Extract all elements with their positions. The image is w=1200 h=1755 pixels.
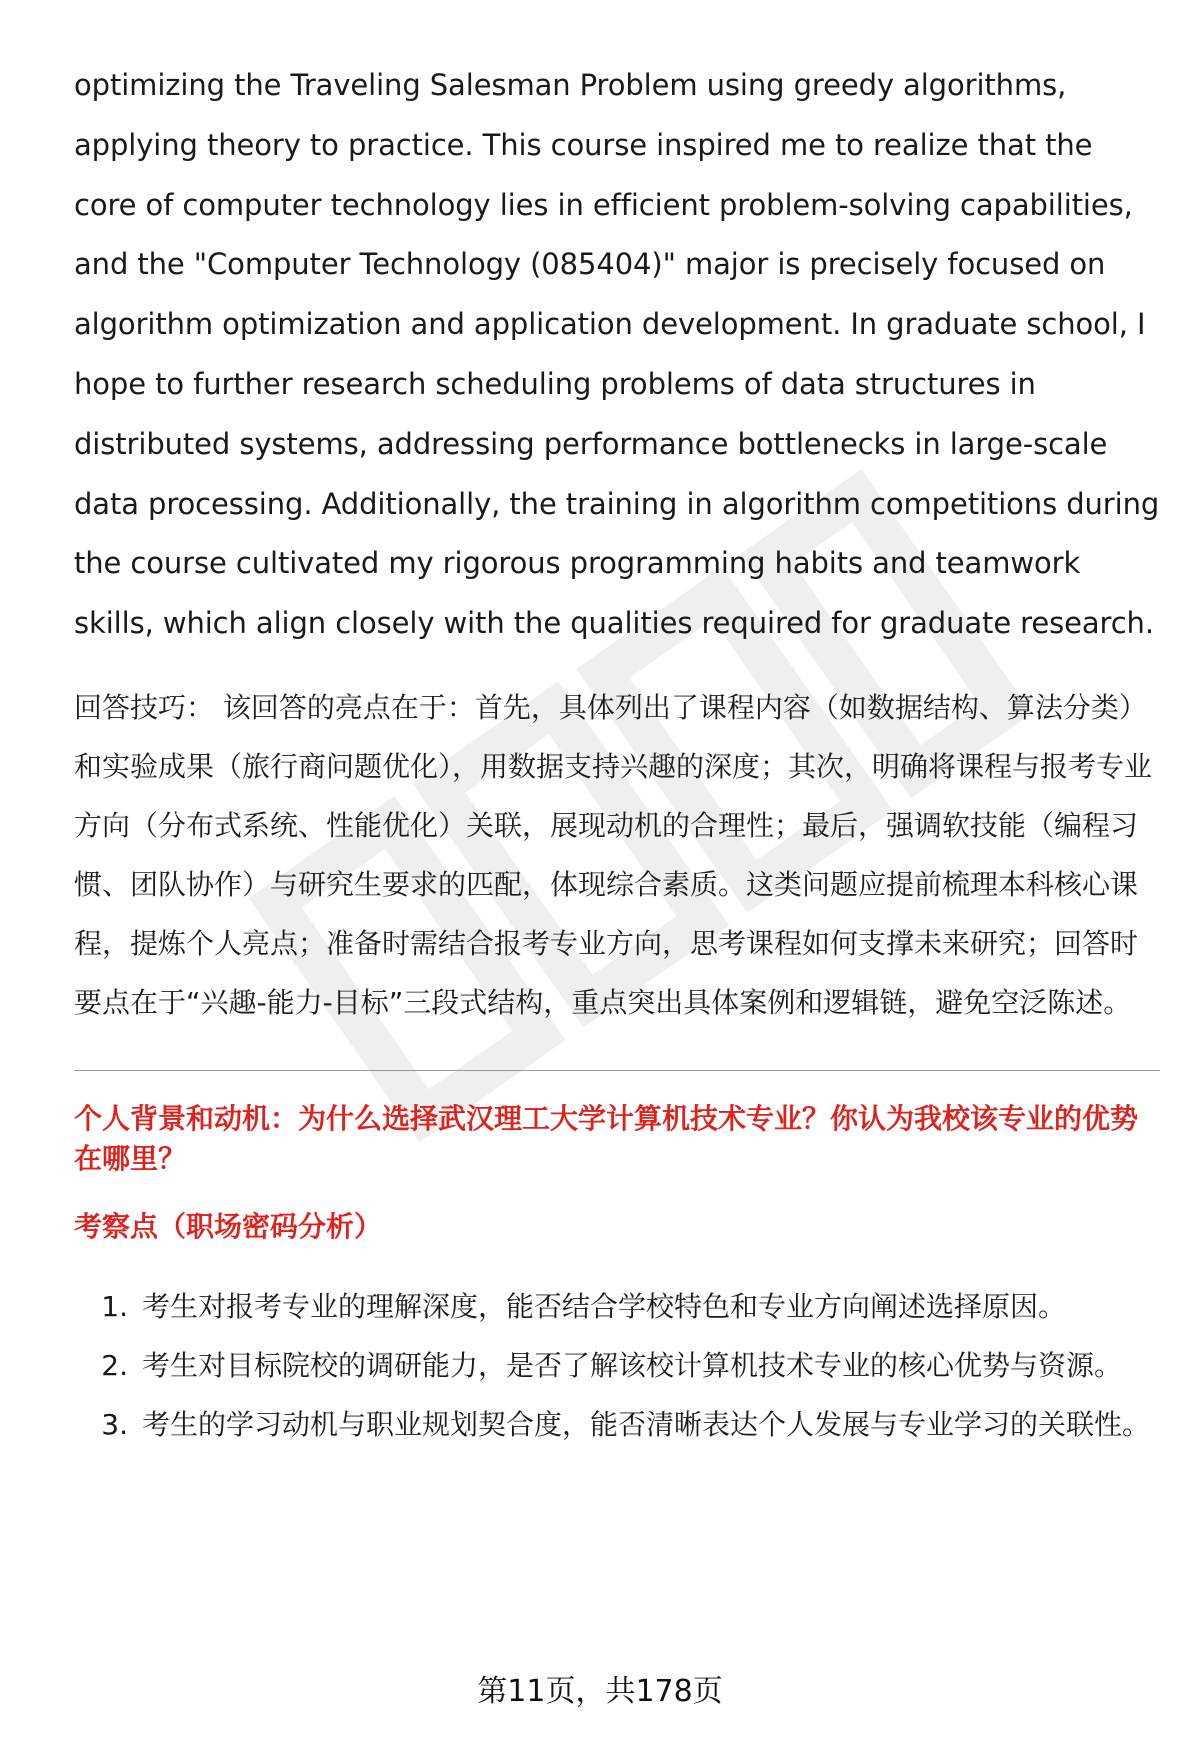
list-item-text: 考生的学习动机与职业规划契合度，能否清晰表达个人发展与专业学习的关联性。 <box>142 1407 1151 1441</box>
list-item-text: 考生对目标院校的调研能力，是否了解该校计算机技术专业的核心优势与资源。 <box>142 1348 1123 1382</box>
answer-tips-paragraph: 回答技巧： 该回答的亮点在于：首先，具体列出了课程内容（如数据结构、算法分类）和实验成果（旅行商问题优化），用数据支持兴趣的深度；其次，明确将课程与报考专业方向（分布式系统、性能优化）关联，展现动机的合理性；最后，强调软技能（编程习惯、团队协作）与研究生要求的匹配，体现综合素质。这类问题应提前梳理本科核心课程，提炼个人亮点；准备时需结合报考专业方向，思考课程如何支撑未来研究；回答时要点在于“兴趣-能力-目标”三段式结构，重点突出具体案例和逻辑链，避免空泛陈述。 <box>74 690 1153 1019</box>
list-item-number: 3. <box>101 1407 128 1441</box>
page-content <box>74 56 1160 1454</box>
question-title: 个人背景和动机：为什么选择武汉理工大学计算机技术专业？你认为我校该专业的优势在哪里？ <box>74 1101 1139 1175</box>
list-item-text: 考生对报考专业的理解深度，能否结合学校特色和专业方向阐述选择原因。 <box>142 1289 1067 1323</box>
assessment-list <box>74 1277 1160 1454</box>
list-item <box>74 1277 1160 1336</box>
list-item <box>74 1336 1160 1395</box>
list-item-number: 1. <box>101 1289 128 1323</box>
page-number: 第11页，共178页 <box>477 1674 723 1709</box>
answer-paragraph: optimizing the Traveling Salesman Problem using greedy algorithms, applying theory to practice. This course inspired me to realize that the core of computer technology lies in efficient problem-solving capabilities, and the "Computer Technology (085404)" major is precisely focused on algorithm optimization and application development. In graduate school, I hope to further research scheduling problems of data structures in distributed systems, addressing performance bottlenecks in large-scale data processing. Additionally, the training in algorithm competitions during the course cultivated my rigorous programming habits and teamwork skills, which align closely with the qualities required for graduate research. <box>74 68 1160 641</box>
list-item-number: 2. <box>101 1348 128 1382</box>
section-divider <box>74 1070 1160 1071</box>
assessment-heading: 考察点（职场密码分析） <box>74 1209 383 1243</box>
list-item <box>74 1395 1160 1454</box>
